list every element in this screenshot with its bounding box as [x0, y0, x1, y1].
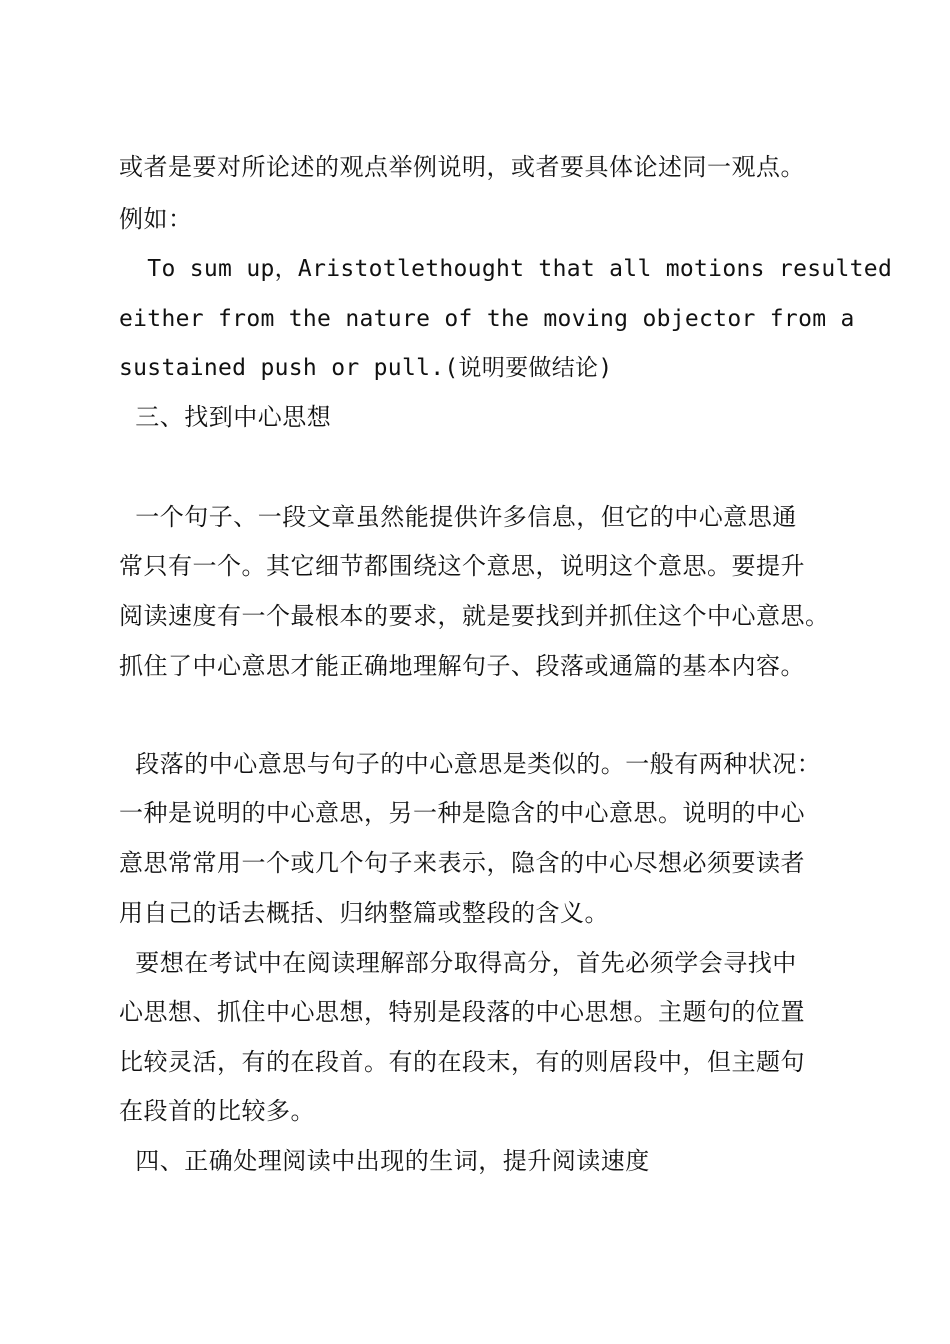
text-line-5: sustained push or pull.(说明要做结论)	[119, 355, 613, 381]
text-line-18: 在段首的比较多。	[119, 1097, 315, 1125]
text-line-3: To sum up，Aristotlethought that all motions resulted	[119, 256, 893, 282]
text-line-8: 常只有一个。其它细节都围绕这个意思，说明这个意思。要提升	[119, 552, 805, 580]
text-line-7: 一个句子、一段文章虽然能提供许多信息，但它的中心意思通	[119, 503, 797, 531]
text-line-1: 或者是要对所论述的观点举例说明，或者要具体论述同一观点。	[119, 153, 805, 181]
text-line-17: 比较灵活，有的在段首。有的在段末，有的则居段中，但主题句	[119, 1048, 805, 1076]
text-line-16: 心思想、抓住中心思想，特别是段落的中心思想。主题句的位置	[119, 998, 805, 1026]
text-line-13: 意思常常用一个或几个句子来表示，隐含的中心尽想必须要读者	[119, 849, 805, 877]
text-line-10: 抓住了中心意思才能正确地理解句子、段落或通篇的基本内容。	[119, 652, 805, 680]
text-line-4: either from the nature of the moving objector from a	[119, 306, 855, 332]
section-heading-4: 四、正确处理阅读中出现的生词，提升阅读速度	[119, 1147, 650, 1175]
text-line-12: 一种是说明的中心意思，另一种是隐含的中心意思。说明的中心	[119, 799, 805, 827]
text-line-11: 段落的中心意思与句子的中心意思是类似的。一般有两种状况：	[119, 750, 822, 778]
text-line-15: 要想在考试中在阅读理解部分取得高分，首先必须学会寻找中	[119, 949, 797, 977]
text-line-2: 例如：	[119, 205, 193, 233]
text-line-14: 用自己的话去概括、归纳整篇或整段的含义。	[119, 899, 609, 927]
section-heading-3: 三、找到中心思想	[119, 403, 332, 431]
text-line-9: 阅读速度有一个最根本的要求，就是要找到并抓住这个中心意思。	[119, 602, 830, 630]
